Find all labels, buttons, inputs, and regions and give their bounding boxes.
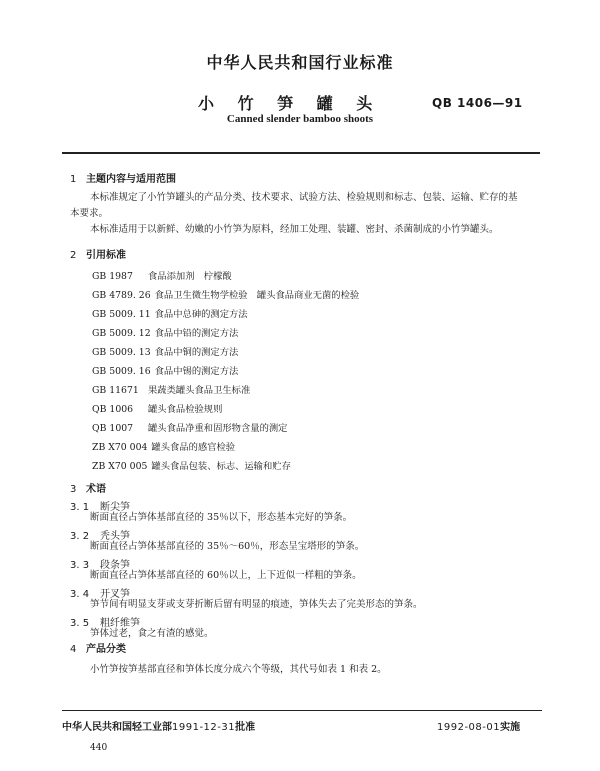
term-name: 断尖笋 [100,502,130,513]
reference-code: QB 1007 [92,423,134,434]
approval-suffix: 批准 [235,722,256,733]
reference-item [92,458,291,472]
reference-code: GB 5009. 13 [92,347,151,358]
reference-code: GB 5009. 11 [92,309,151,320]
term-number: 3. 5 [70,618,90,629]
approval-org: 中华人民共和国轻工业部 [62,722,172,733]
term-name: 秃头笋 [100,531,130,542]
approval-line [62,718,255,733]
term-heading [70,527,130,542]
term-number: 3. 4 [70,589,90,600]
reference-name: 食品添加剂 柠檬酸 [148,271,232,282]
document-title: 小 竹 笋 罐 头 [198,94,382,113]
reference-name: 食品中铅的测定方法 [154,328,239,339]
page-number: 440 [90,743,108,753]
effective-date: 1992-08-01 [437,722,501,733]
footer-rule [62,710,542,711]
term-name: 开叉笋 [100,589,130,600]
term-definition: 笋体过老，食之有渣的感觉。 [90,628,214,639]
section-title: 术语 [86,484,106,495]
reference-code: QB 1006 [92,404,134,415]
reference-item [92,325,238,339]
term-name: 粗纤维笋 [100,618,140,629]
reference-code: GB 11671 [92,385,139,396]
term-number: 3. 3 [70,560,90,571]
reference-name: 罐头食品检验规则 [148,404,223,415]
reference-code: ZB X70 005 [92,461,148,472]
reference-name: 果蔬类罐头食品卫生标准 [148,385,251,396]
reference-item [92,439,235,453]
reference-item [92,268,232,282]
term-number: 3. 1 [70,502,90,513]
reference-item [92,420,287,434]
term-definition: 笋节间有明显支芽或支芽折断后留有明显的痕迹，笋体失去了完美形态的笋条。 [90,599,423,610]
reference-item [92,287,359,301]
reference-item [92,363,238,377]
section-4-heading [70,640,126,655]
term-heading [70,498,130,513]
term-name: 段条笋 [100,560,130,571]
reference-name: 食品卫生微生物学检验 罐头食品商业无菌的检验 [154,290,360,301]
section-1-heading [70,170,176,185]
reference-item [92,401,222,415]
reference-name: 罐头食品包装、标志、运输和贮存 [151,461,291,472]
term-definition: 断面直径占笋体基部直径的 35％以下，形态基本完好的笋条。 [90,512,353,523]
term-heading [70,556,130,571]
section-title: 产品分类 [86,644,126,655]
reference-name: 食品中锡的测定方法 [154,366,239,377]
reference-item [92,382,250,396]
reference-name: 罐头食品净重和固形物含量的测定 [148,423,288,434]
section-number: 4 [70,644,77,655]
reference-code: GB 5009. 16 [92,366,151,377]
standard-code: QB 1406—91 [432,96,523,110]
classification-text: 小竹笋按笋基部直径和笋体长度分成六个等级，其代号如表 1 和表 2。 [90,664,387,675]
reference-name: 食品中总砷的测定方法 [154,309,248,320]
effective-line [437,718,520,733]
issuer-title: 中华人民共和国行业标准 [206,53,394,72]
term-definition: 断面直径占笋体基部直径的 35％～60％，形态呈宝塔形的笋条。 [90,541,365,552]
english-title: Canned slender bamboo shoots [226,113,374,125]
reference-item [92,344,238,358]
effective-suffix: 实施 [500,722,521,733]
reference-code: GB 5009. 12 [92,328,151,339]
reference-item [92,306,248,320]
reference-name: 食品中铜的测定方法 [154,347,239,358]
term-heading [70,614,140,629]
reference-name: 罐头食品的感官检验 [151,442,236,453]
reference-code: GB 4789. 26 [92,290,151,301]
scope-paragraph-1-line-1: 本标准规定了小竹笋罐头的产品分类、技术要求、试验方法、检验规则和标志、包装、运输、贮存的基 [90,192,518,203]
section-title: 引用标准 [86,250,126,261]
reference-code: GB 1987 [92,271,133,282]
approval-date: 1991-12-31 [172,722,236,733]
section-number: 2 [70,250,77,261]
section-number: 3 [70,484,77,495]
section-2-heading [70,246,126,261]
scope-paragraph-2: 本标准适用于以新鲜、幼嫩的小竹笋为原料，经加工处理、装罐、密封、杀菌制成的小竹笋罐头。 [90,224,499,235]
section-3-heading [70,480,106,495]
term-number: 3. 2 [70,531,90,542]
header-rule [62,152,540,154]
term-definition: 断面直径占笋体基部直径的 60％以上，上下近似一样粗的笋条。 [90,570,362,581]
reference-code: ZB X70 004 [92,442,148,453]
scope-paragraph-1-line-2: 本要求。 [70,208,109,219]
term-heading [70,585,130,600]
section-title: 主题内容与适用范围 [86,174,176,185]
section-number: 1 [70,174,77,185]
